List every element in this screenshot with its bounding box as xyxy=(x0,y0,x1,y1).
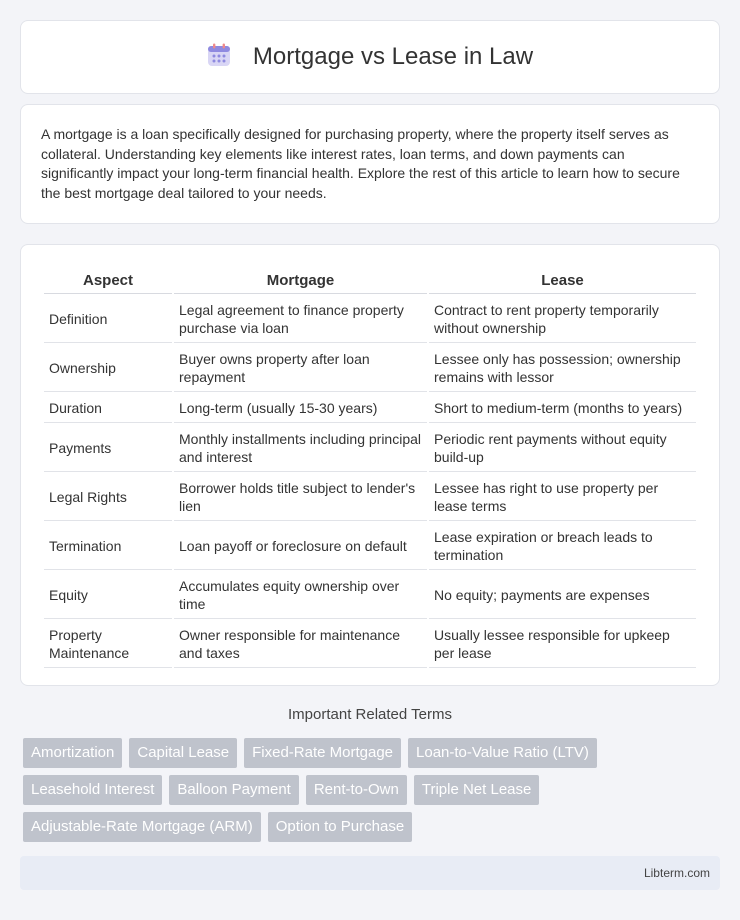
tag-balloon-payment[interactable]: Balloon Payment xyxy=(169,775,298,805)
calendar-icon xyxy=(207,43,231,72)
footer xyxy=(20,856,720,890)
mortgage-cell: Long-term (usually 15-30 years) xyxy=(174,394,427,423)
intro-paragraph: A mortgage is a loan specifically designed for purchasing property, where the property itself serves as collateral. Understanding key elements like interest rates, loan terms, and down payments can significantly impact your long-term financial health. Explore the rest of this article to learn how to secure the best mortgage deal tailored to your needs. xyxy=(41,126,680,201)
table-row xyxy=(44,572,696,619)
related-terms-list xyxy=(23,738,723,842)
tag-triple-net-lease[interactable]: Triple Net Lease xyxy=(414,775,540,805)
mortgage-cell: Monthly installments including principal and interest xyxy=(174,425,427,472)
related-terms-title: Important Related Terms xyxy=(288,706,452,723)
tag-leasehold-interest[interactable]: Leasehold Interest xyxy=(23,775,162,805)
mortgage-cell: Buyer owns property after loan repayment xyxy=(174,345,427,392)
table-row xyxy=(44,621,696,668)
mortgage-cell: Loan payoff or foreclosure on default xyxy=(174,523,427,570)
header-lease: Lease xyxy=(429,269,696,294)
aspect-cell: Payments xyxy=(44,425,172,472)
aspect-cell: Equity xyxy=(44,572,172,619)
mortgage-cell: Legal agreement to finance property purchase via loan xyxy=(174,296,427,343)
tag-adjustable-rate-mortgage[interactable]: Adjustable-Rate Mortgage (ARM) xyxy=(23,812,261,842)
table-row xyxy=(44,394,696,423)
lease-cell: Lessee only has possession; ownership remains with lessor xyxy=(429,345,696,392)
mortgage-cell: Borrower holds title subject to lender's lien xyxy=(174,474,427,521)
aspect-cell: Ownership xyxy=(44,345,172,392)
mortgage-cell: Owner responsible for maintenance and taxes xyxy=(174,621,427,668)
comparison-card xyxy=(20,244,720,686)
header-aspect: Aspect xyxy=(44,269,172,294)
table-row xyxy=(44,425,696,472)
intro-card xyxy=(20,104,720,224)
lease-cell: Short to medium-term (months to years) xyxy=(429,394,696,423)
tag-option-to-purchase[interactable]: Option to Purchase xyxy=(268,812,412,842)
lease-cell: Lessee has right to use property per lease terms xyxy=(429,474,696,521)
tag-amortization[interactable]: Amortization xyxy=(23,738,122,768)
aspect-cell: Legal Rights xyxy=(44,474,172,521)
lease-cell: Contract to rent property temporarily without ownership xyxy=(429,296,696,343)
page-title: Mortgage vs Lease in Law xyxy=(252,43,534,70)
header-card xyxy=(20,20,720,94)
footer-site-link[interactable]: Libterm.com xyxy=(643,866,710,880)
comparison-table xyxy=(42,267,698,670)
tag-capital-lease[interactable]: Capital Lease xyxy=(129,738,237,768)
lease-cell: Usually lessee responsible for upkeep per lease xyxy=(429,621,696,668)
tag-loan-to-value-ratio[interactable]: Loan-to-Value Ratio (LTV) xyxy=(408,738,597,768)
table-row xyxy=(44,523,696,570)
aspect-cell: Property Maintenance xyxy=(44,621,172,668)
lease-cell: Periodic rent payments without equity build-up xyxy=(429,425,696,472)
table-row xyxy=(44,474,696,521)
tag-fixed-rate-mortgage[interactable]: Fixed-Rate Mortgage xyxy=(244,738,401,768)
aspect-cell: Termination xyxy=(44,523,172,570)
aspect-cell: Definition xyxy=(44,296,172,343)
aspect-cell: Duration xyxy=(44,394,172,423)
mortgage-cell: Accumulates equity ownership over time xyxy=(174,572,427,619)
table-header-row xyxy=(44,269,696,294)
header-mortgage: Mortgage xyxy=(174,269,427,294)
lease-cell: Lease expiration or breach leads to termination xyxy=(429,523,696,570)
lease-cell: No equity; payments are expenses xyxy=(429,572,696,619)
tag-rent-to-own[interactable]: Rent-to-Own xyxy=(306,775,407,805)
table-row xyxy=(44,345,696,392)
table-row xyxy=(44,296,696,343)
